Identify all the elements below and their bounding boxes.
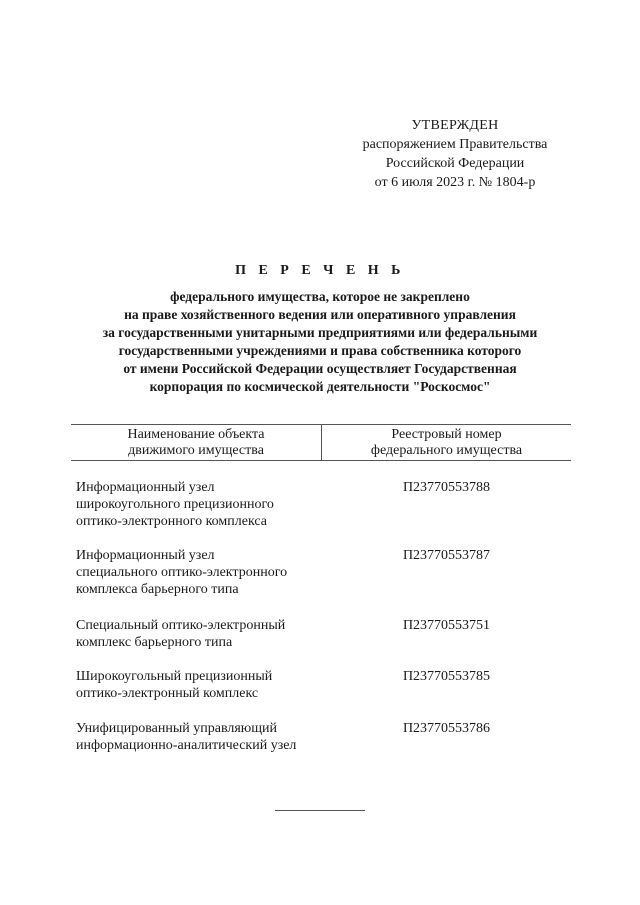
row-name-line: Информационный узел bbox=[76, 548, 215, 563]
table-row-number: П23770553751 bbox=[402, 618, 491, 633]
column-header-name bbox=[71, 427, 321, 459]
approval-line-1: распоряжением Правительства bbox=[362, 137, 548, 152]
closing-rule bbox=[275, 810, 365, 811]
row-name-line: широкоугольного прецизионного bbox=[76, 497, 274, 512]
approval-line-3: от 6 июля 2023 г. № 1804-р bbox=[374, 175, 536, 190]
approval-line-2: Российской Федерации bbox=[385, 156, 525, 171]
document-subtitle bbox=[40, 288, 600, 396]
row-name-line: комплекса барьерного типа bbox=[76, 582, 239, 597]
subtitle-line: за государственными унитарными предприятиями или федеральными bbox=[102, 325, 538, 340]
subtitle-line: государственными учреждениями и права собственника которого bbox=[118, 343, 522, 358]
header-line: Реестровый номер bbox=[391, 427, 502, 442]
row-name-line: Информационный узел bbox=[76, 480, 215, 495]
document-title: П Е Р Е Ч Е Н Ь bbox=[235, 263, 405, 278]
table-row-number: П23770553786 bbox=[402, 721, 491, 736]
row-name-line: информационно-аналитический узел bbox=[76, 738, 297, 753]
header-line: федерального имущества bbox=[370, 443, 523, 458]
table-row-name bbox=[76, 668, 321, 702]
subtitle-line: корпорация по космической деятельности "Роскосмос" bbox=[149, 379, 491, 394]
subtitle-line: от имени Российской Федерации осуществляет Государственная bbox=[123, 361, 517, 376]
row-name-line: Специальный оптико-электронный bbox=[76, 618, 286, 633]
row-name-line: специального оптико-электронного bbox=[76, 565, 288, 580]
row-name-line: оптико-электронного комплекса bbox=[76, 514, 268, 529]
table-header-rule bbox=[71, 460, 571, 461]
table-row-name bbox=[76, 720, 321, 754]
approval-block bbox=[330, 116, 580, 192]
table-row-number: П23770553788 bbox=[402, 480, 491, 495]
subtitle-line: федерального имущества, которое не закреплено bbox=[170, 289, 470, 304]
header-line: движимого имущества bbox=[128, 443, 264, 458]
header-line: Наименование объекта bbox=[127, 427, 265, 442]
table-row-number: П23770553785 bbox=[402, 669, 491, 684]
table-row-name bbox=[76, 547, 321, 598]
table-row-number: П23770553787 bbox=[402, 548, 491, 563]
row-name-line: комплекс барьерного типа bbox=[76, 635, 233, 650]
table-row-name bbox=[76, 617, 321, 651]
subtitle-line: на праве хозяйственного ведения или оперативного управления bbox=[124, 307, 516, 322]
row-name-line: Широкоугольный прецизионный bbox=[76, 669, 273, 684]
row-name-line: оптико-электронный комплекс bbox=[76, 686, 259, 701]
table-row-name bbox=[76, 479, 321, 530]
approval-heading: УТВЕРЖДЕН bbox=[411, 118, 499, 133]
column-header-number bbox=[322, 427, 571, 459]
row-name-line: Унифицированный управляющий bbox=[76, 721, 278, 736]
